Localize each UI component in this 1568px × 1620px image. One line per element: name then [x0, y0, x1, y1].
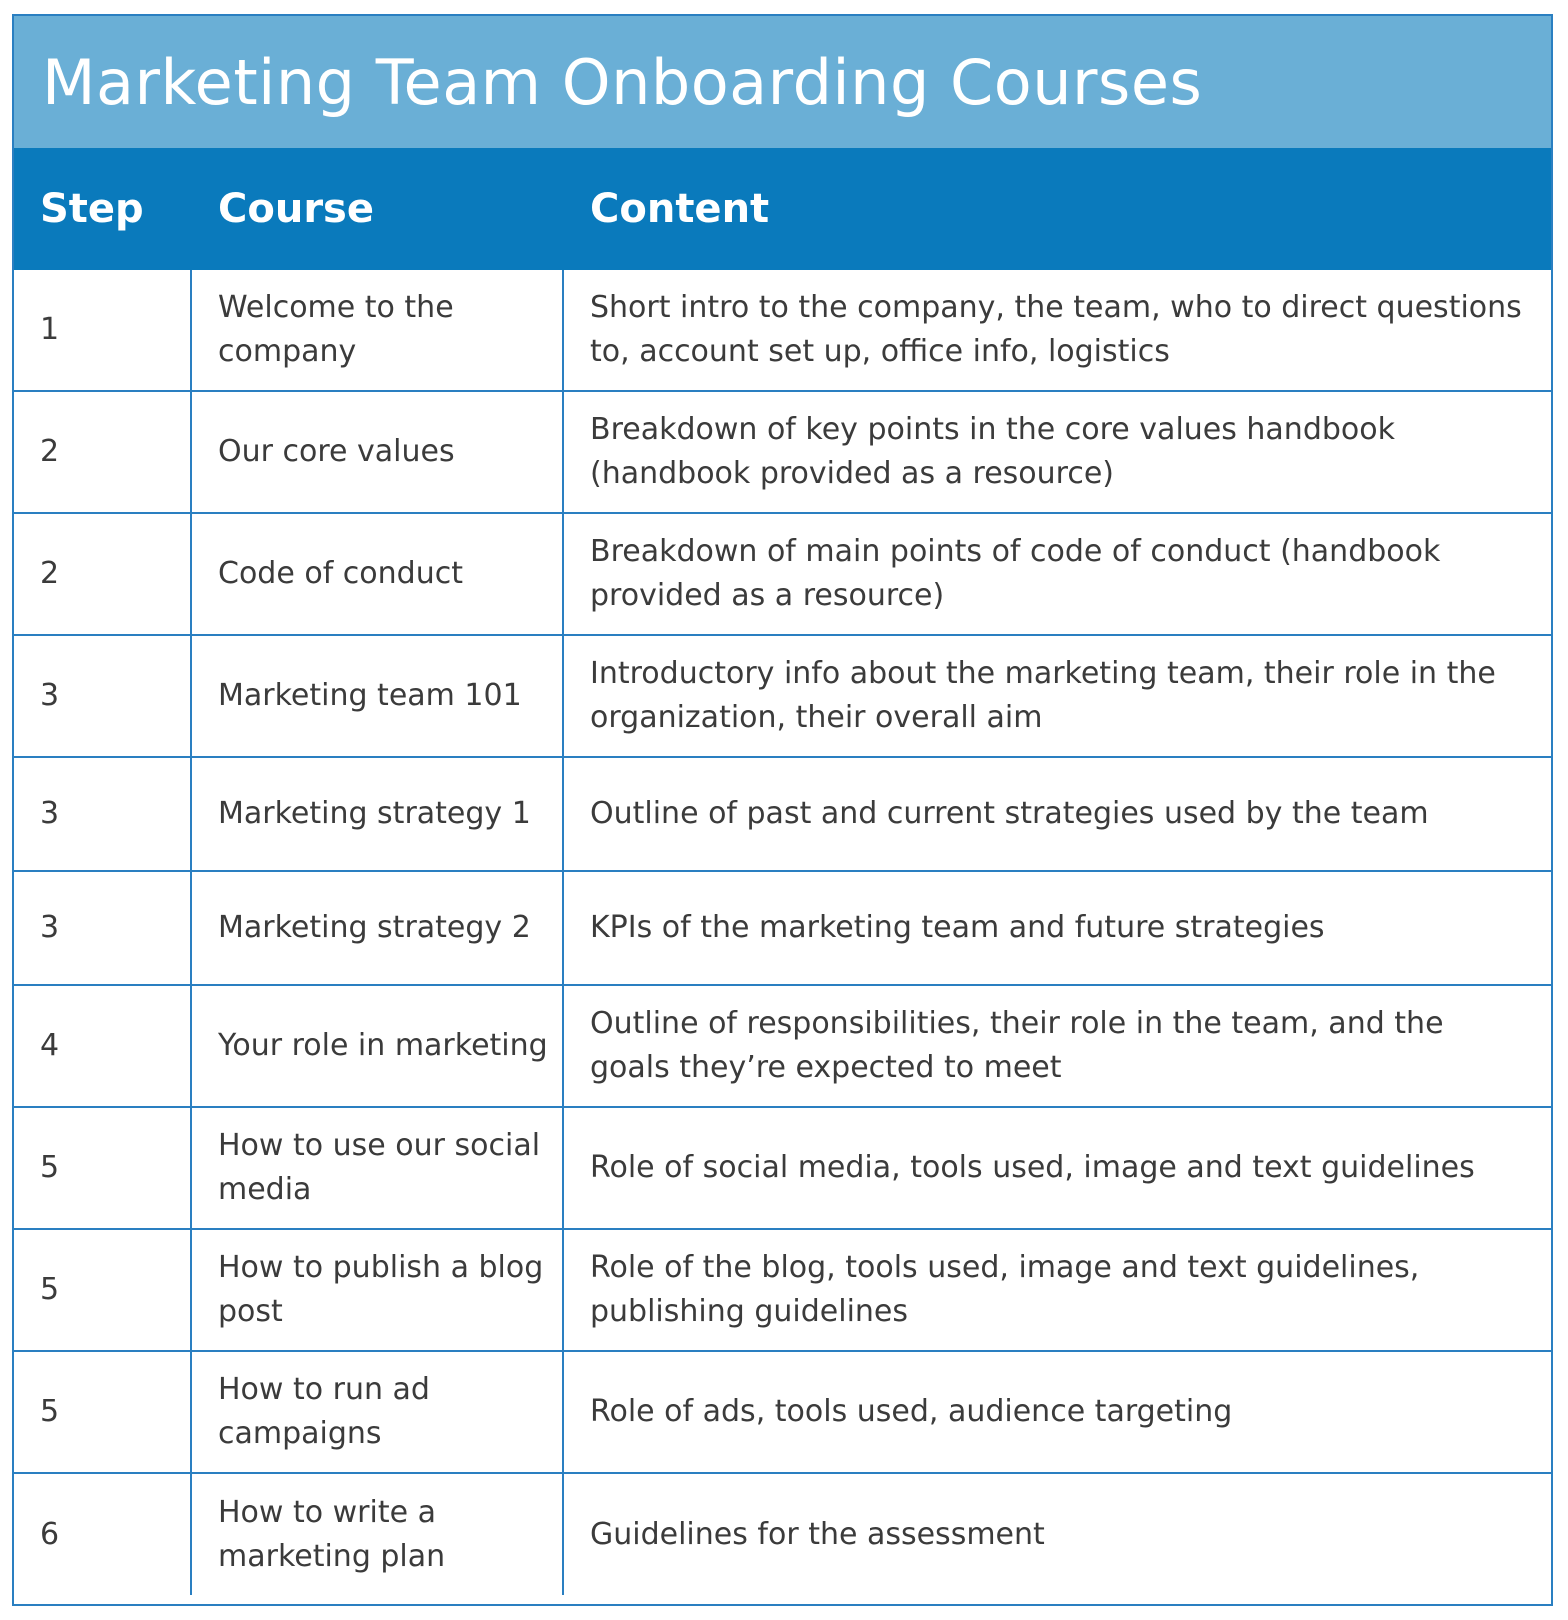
cell-content: KPIs of the marketing team and future strategies	[590, 910, 1325, 945]
header-course: Course	[218, 186, 374, 232]
cell-content: Role of ads, tools used, audience targeting	[590, 1394, 1233, 1429]
table-row	[14, 1350, 1551, 1472]
cell-content: Breakdown of key points in the core values handbook (handbook provided as a resource)	[590, 412, 1395, 491]
cell-content: Outline of responsibilities, their role in the team, and the goals they’re expected to meet	[590, 1006, 1444, 1085]
cell-step: 3	[14, 872, 192, 984]
cell-step: 3	[14, 758, 192, 870]
cell-course: How to use our social media	[192, 1108, 564, 1228]
cell-step: 1	[14, 270, 192, 390]
cell-content: Role of the blog, tools used, image and text guidelines, publishing guidelines	[590, 1250, 1420, 1329]
table-row	[14, 270, 1551, 390]
cell-course: How to publish a blog post	[192, 1230, 564, 1350]
cell-course: Marketing strategy 2	[192, 872, 564, 984]
cell-course: Welcome to the company	[192, 270, 564, 390]
table-row	[14, 756, 1551, 870]
table-body	[14, 270, 1551, 1595]
cell-course: Code of conduct	[192, 514, 564, 634]
cell-course: Marketing team 101	[192, 636, 564, 756]
table-row	[14, 512, 1551, 634]
table-row	[14, 1106, 1551, 1228]
table-row	[14, 870, 1551, 984]
table-row	[14, 1228, 1551, 1350]
table-row	[14, 634, 1551, 756]
cell-content: Role of social media, tools used, image and text guidelines	[590, 1150, 1475, 1185]
cell-step: 3	[14, 636, 192, 756]
cell-step: 2	[14, 392, 192, 512]
cell-content: Breakdown of main points of code of conduct (handbook provided as a resource)	[590, 534, 1441, 613]
cell-content: Outline of past and current strategies used by the team	[590, 796, 1429, 831]
cell-course: How to write a marketing plan	[192, 1474, 564, 1595]
table-title: Marketing Team Onboarding Courses	[14, 16, 1551, 148]
cell-step: 2	[14, 514, 192, 634]
cell-course: Your role in marketing	[192, 986, 564, 1106]
onboarding-courses-table	[12, 14, 1553, 1606]
cell-step: 4	[14, 986, 192, 1106]
cell-step: 5	[14, 1230, 192, 1350]
cell-step: 6	[14, 1474, 192, 1595]
cell-course: Our core values	[192, 392, 564, 512]
cell-content: Short intro to the company, the team, who to direct questions to, account set up, office info, logistics	[590, 290, 1522, 369]
table-header-row	[14, 148, 1551, 270]
header-content: Content	[590, 186, 770, 232]
cell-course: Marketing strategy 1	[192, 758, 564, 870]
table-row	[14, 390, 1551, 512]
header-step: Step	[40, 186, 144, 232]
cell-step: 5	[14, 1108, 192, 1228]
cell-step: 5	[14, 1352, 192, 1472]
table-row	[14, 1472, 1551, 1595]
cell-content: Guidelines for the assessment	[590, 1516, 1045, 1552]
cell-content: Introductory info about the marketing team, their role in the organization, their overall aim	[590, 656, 1496, 735]
table-row	[14, 984, 1551, 1106]
cell-course: How to run ad campaigns	[192, 1352, 564, 1472]
